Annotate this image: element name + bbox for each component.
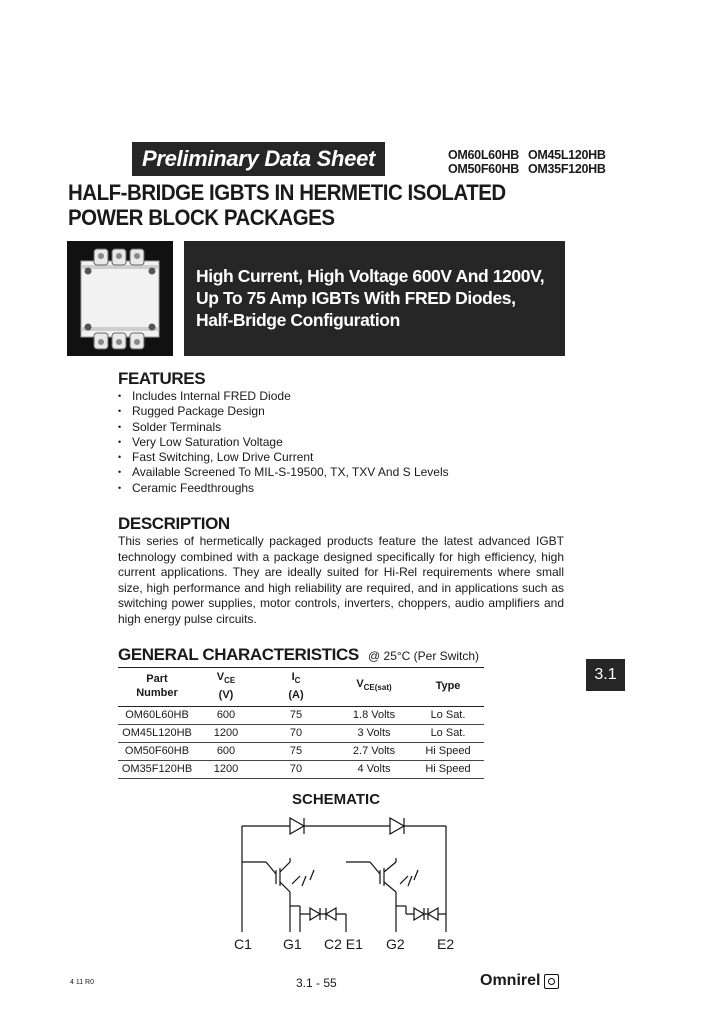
cell-ic: 75	[256, 743, 336, 761]
cell-part: OM45L120HB	[118, 725, 196, 743]
package-photo	[67, 241, 173, 356]
cell-part: OM50F60HB	[118, 743, 196, 761]
logo-text: Omnirel	[480, 972, 541, 989]
col-ic-subscript: C	[294, 676, 301, 686]
highlight-box	[184, 241, 565, 356]
cell-type: Hi Speed	[412, 761, 484, 779]
cell-ic: 70	[256, 725, 336, 743]
part-number: OM35F120HB	[528, 162, 606, 176]
highlight-line: Up To 75 Amp IGBTs With FRED Diodes,	[196, 288, 516, 308]
cell-part: OM35F120HB	[118, 761, 196, 779]
part-number-list	[448, 148, 618, 176]
cell-part: OM60L60HB	[118, 707, 196, 725]
schematic-heading: SCHEMATIC	[292, 791, 381, 808]
logo-mark-icon	[544, 974, 559, 989]
col-type: Type	[412, 668, 484, 707]
section-badge: 3.1	[586, 659, 625, 691]
terminal-label: C1	[234, 936, 252, 952]
title-line: POWER BLOCK PACKAGES	[68, 205, 335, 230]
general-subheading: @ 25°C (Per Switch)	[368, 649, 480, 663]
cell-vce: 1200	[196, 761, 256, 779]
cell-vsat: 4 Volts	[336, 761, 412, 779]
col-part	[118, 668, 196, 707]
table-row	[118, 707, 484, 725]
features-heading: FEATURES	[118, 369, 206, 388]
company-logo	[480, 972, 559, 990]
col-vce-symbol: V	[216, 671, 225, 683]
feature-item: • Includes Internal FRED Diode	[118, 389, 538, 404]
col-vce-subscript: CE	[224, 676, 236, 686]
col-ic-symbol: I	[291, 671, 295, 683]
cell-vce: 1200	[196, 725, 256, 743]
page-number: 3.1 - 55	[296, 976, 337, 990]
part-number: OM45L120HB	[528, 148, 606, 162]
col-part-line: Number	[136, 687, 178, 700]
general-heading: GENERAL CHARACTERISTICS	[118, 645, 359, 664]
feature-item: • Fast Switching, Low Drive Current	[118, 450, 538, 465]
cell-vce: 600	[196, 707, 256, 725]
preliminary-banner: Preliminary Data Sheet	[132, 142, 385, 176]
highlight-text	[196, 265, 544, 331]
title-line: HALF-BRIDGE IGBTS IN HERMETIC ISOLATED	[68, 180, 506, 205]
col-vsat-symbol: V	[356, 678, 364, 690]
characteristics-table	[118, 667, 484, 779]
feature-item: • Ceramic Feedthroughs	[118, 481, 538, 496]
highlight-line: High Current, High Voltage 600V And 1200V,	[196, 266, 545, 286]
document-title	[68, 180, 506, 230]
terminal-label: G2	[386, 936, 405, 952]
cell-ic: 70	[256, 761, 336, 779]
cell-type: Lo Sat.	[412, 707, 484, 725]
cell-type: Lo Sat.	[412, 725, 484, 743]
col-vsat	[336, 668, 412, 707]
highlight-line: Half-Bridge Configuration	[196, 310, 400, 330]
feature-item: • Solder Terminals	[118, 420, 538, 435]
cell-type: Hi Speed	[412, 743, 484, 761]
col-vsat-subscript: CE(sat)	[363, 683, 392, 693]
cell-vsat: 3 Volts	[336, 725, 412, 743]
description-heading: DESCRIPTION	[118, 514, 230, 533]
col-vce	[196, 668, 256, 707]
features-list	[118, 389, 538, 496]
feature-item: • Rugged Package Design	[118, 404, 538, 419]
table-row	[118, 725, 484, 743]
cell-vsat: 2.7 Volts	[336, 743, 412, 761]
col-ic	[256, 668, 336, 707]
table-row	[118, 761, 484, 779]
terminal-label: E2	[437, 936, 455, 952]
col-ic-unit: (A)	[288, 689, 304, 702]
terminal-label: C2 E1	[324, 936, 363, 952]
cell-vsat: 1.8 Volts	[336, 707, 412, 725]
feature-item: • Very Low Saturation Voltage	[118, 435, 538, 450]
revision-code: 4 11 R0	[70, 979, 94, 986]
part-number: OM50F60HB	[448, 162, 519, 176]
col-part-line: Part	[146, 673, 168, 686]
cell-vce: 600	[196, 743, 256, 761]
part-number: OM60L60HB	[448, 148, 519, 162]
table-row	[118, 743, 484, 761]
table-header-row	[118, 668, 484, 707]
schematic-diagram	[230, 810, 470, 936]
feature-item: • Available Screened To MIL-S-19500, TX, TXV And S Levels	[118, 465, 538, 480]
description-text: This series of hermetically packaged products feature the latest advanced IGBT technology combined with a package designed specifically for high efficiency, high current applications. They are ideally suited for Hi-Rel requirements where small size, high performance and high reliability are required, and in applications such as switching power supplies, motor controls, inverters, choppers, audio amplifiers and high energy pulse circuits.	[118, 534, 564, 626]
cell-ic: 75	[256, 707, 336, 725]
col-vce-unit: (V)	[218, 689, 234, 702]
terminal-label: G1	[283, 936, 302, 952]
